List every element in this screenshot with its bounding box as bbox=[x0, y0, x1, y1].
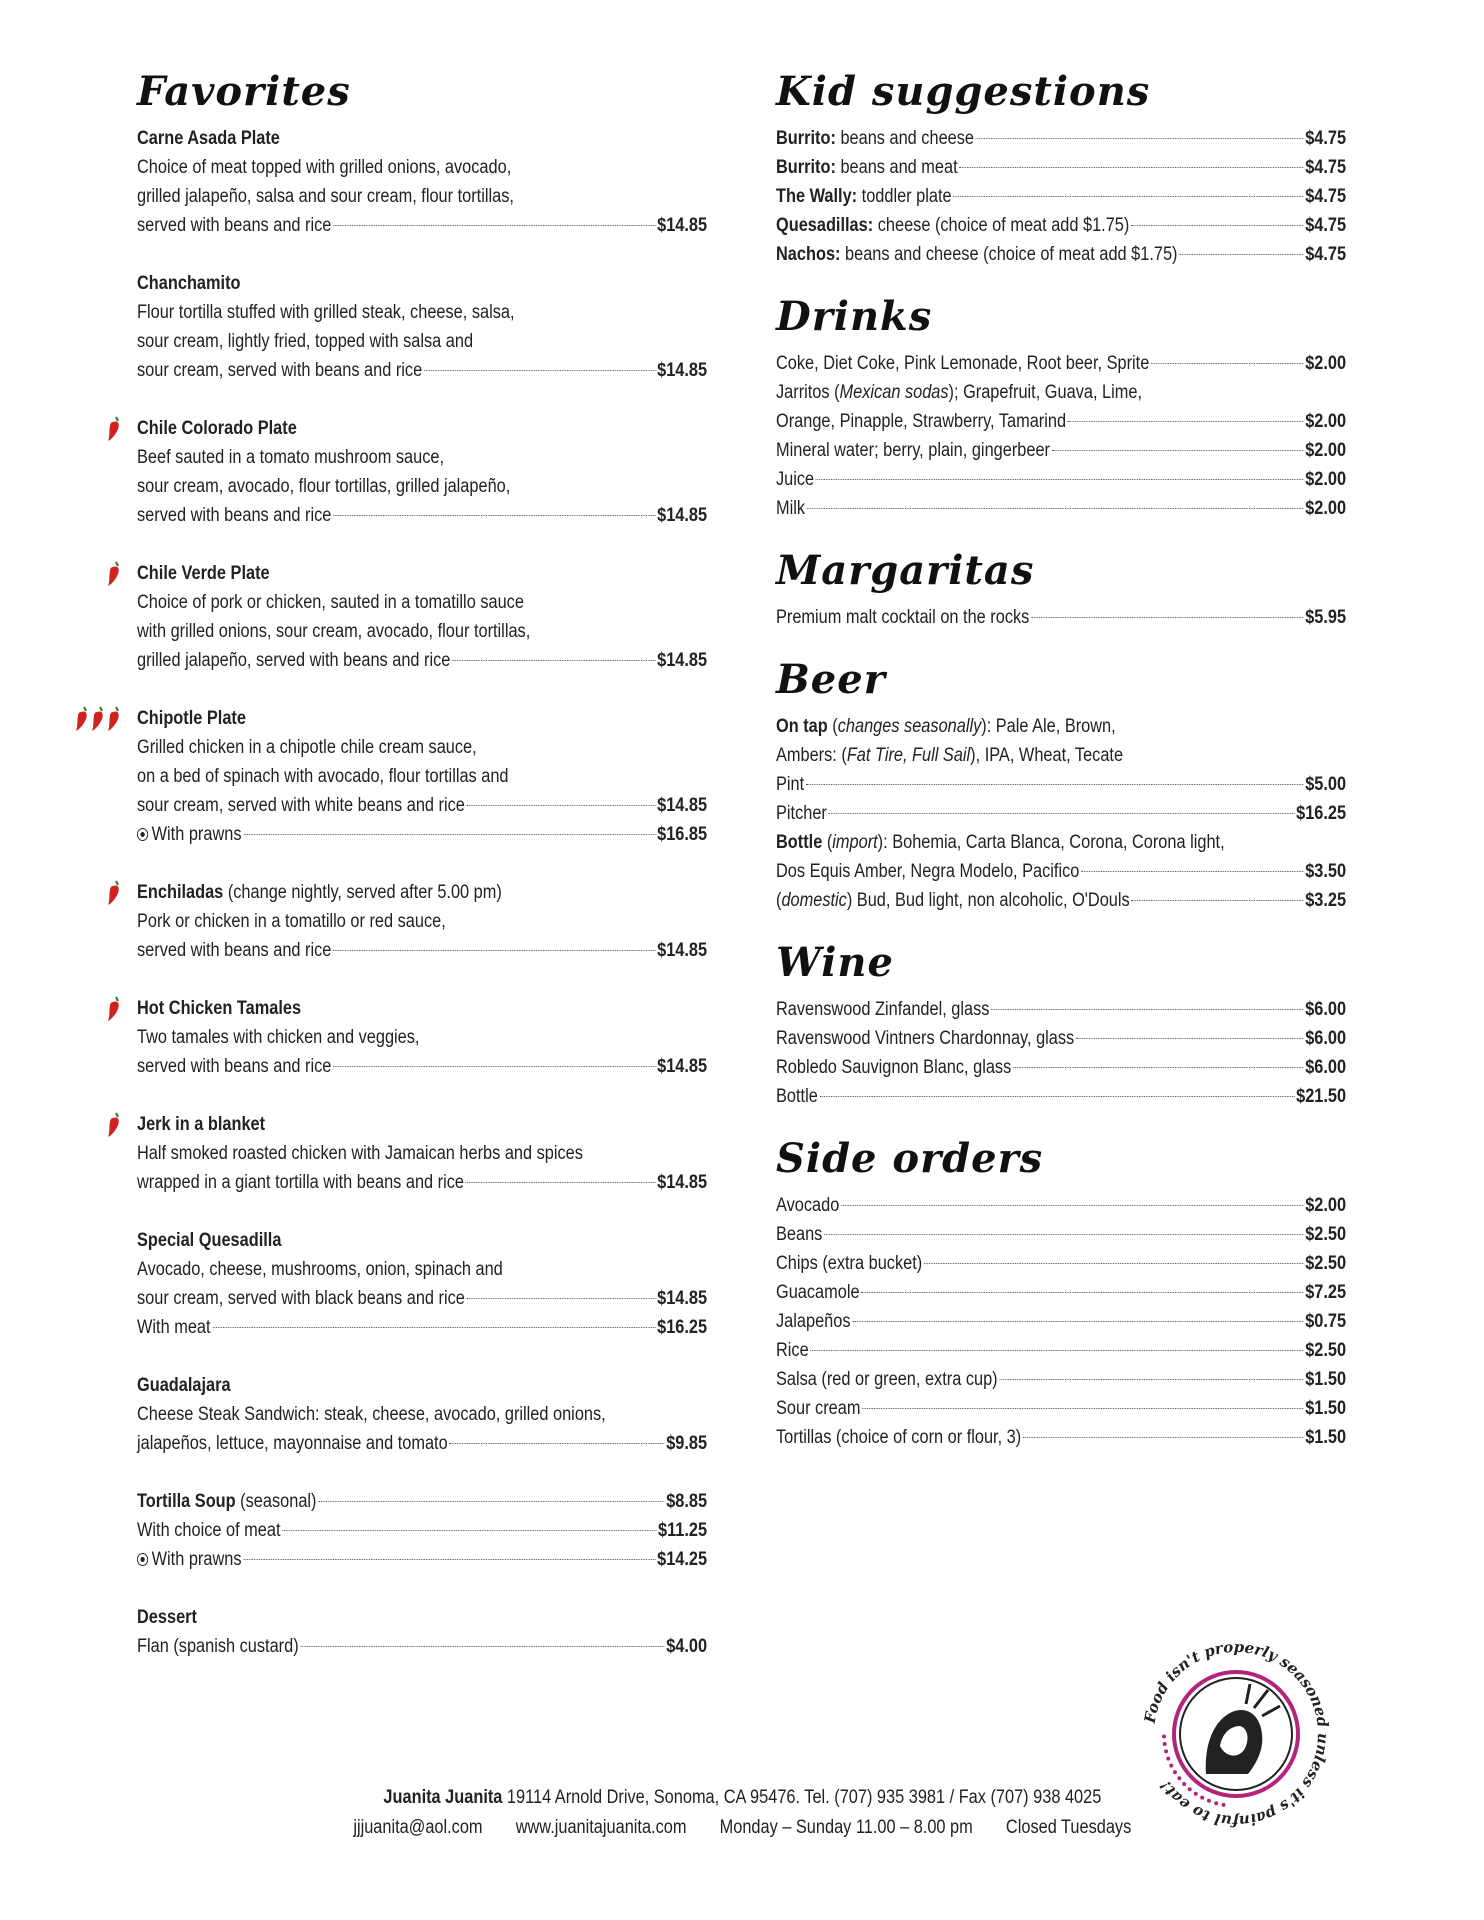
leader-dots bbox=[1131, 899, 1303, 901]
leader-dots bbox=[467, 804, 656, 806]
spice-level bbox=[65, 706, 121, 732]
chili-pepper-icon bbox=[91, 706, 105, 732]
drinks-section bbox=[776, 295, 1346, 523]
beer-label-italic: domestic bbox=[781, 890, 847, 911]
item-desc: wrapped in a giant tortilla with beans and rice bbox=[137, 1172, 465, 1193]
item-desc: Two tamales with chicken and veggies, bbox=[137, 1027, 420, 1048]
item-option-price: $14.25 bbox=[657, 1549, 708, 1570]
drink-label: Mineral water; berry, plain, gingerbeer bbox=[776, 440, 1050, 461]
favorites-column bbox=[137, 70, 707, 1690]
wine-price: $6.00 bbox=[1305, 999, 1347, 1020]
kid-item-desc: cheese (choice of meat add $1.75) bbox=[873, 215, 1130, 236]
seal-dot bbox=[1162, 1735, 1166, 1739]
footer-address-line bbox=[0, 1787, 1484, 1809]
menu-item bbox=[137, 704, 707, 849]
item-note: (change nightly, served after 5.00 pm) bbox=[223, 882, 502, 903]
side-price: $2.00 bbox=[1305, 1195, 1347, 1216]
leader-dots bbox=[824, 1233, 1303, 1235]
item-desc: served with beans and rice bbox=[137, 215, 332, 236]
opening-hours: Monday – Sunday 11.00 – 8.00 pm bbox=[719, 1817, 973, 1838]
item-desc: grilled jalapeño, salsa and sour cream, flour tortillas, bbox=[137, 186, 514, 207]
closed-days: Closed Tuesdays bbox=[1005, 1817, 1131, 1838]
leader-dots bbox=[424, 369, 655, 371]
side-price: $2.50 bbox=[1305, 1340, 1347, 1361]
beer-label-italic: import bbox=[832, 832, 878, 853]
beer-label: ( bbox=[827, 716, 838, 737]
menu-item bbox=[137, 124, 707, 240]
wine-price: $21.50 bbox=[1296, 1086, 1347, 1107]
side-label: Salsa (red or green, extra cup) bbox=[776, 1369, 998, 1390]
leader-dots bbox=[333, 949, 655, 951]
beer-price: $3.50 bbox=[1305, 861, 1347, 882]
leader-dots bbox=[810, 1349, 1303, 1351]
item-price: $14.85 bbox=[657, 505, 708, 526]
leader-dots bbox=[1076, 1037, 1304, 1039]
margaritas-section bbox=[776, 549, 1346, 632]
menu-item-dessert bbox=[137, 1603, 707, 1661]
item-desc: served with beans and rice bbox=[137, 940, 332, 961]
seal-dot bbox=[1169, 1764, 1173, 1768]
menu-item-tortilla-soup bbox=[137, 1487, 707, 1574]
chili-pepper-icon bbox=[107, 706, 121, 732]
beer-label: ): Bohemia, Carta Blanca, Corona, Corona light, bbox=[877, 832, 1225, 853]
item-price: $4.00 bbox=[666, 1636, 708, 1657]
leader-dots bbox=[816, 478, 1304, 480]
leader-dots bbox=[467, 1297, 656, 1299]
item-desc: grilled jalapeño, served with beans and rice bbox=[137, 650, 451, 671]
wine-section bbox=[776, 941, 1346, 1111]
item-name: Chanchamito bbox=[137, 273, 241, 294]
leader-dots bbox=[841, 1204, 1303, 1206]
kid-item-desc: beans and cheese bbox=[835, 128, 975, 149]
leader-dots bbox=[924, 1262, 1304, 1264]
drink-label: Premium malt cocktail on the rocks bbox=[776, 607, 1030, 628]
item-desc: served with beans and rice bbox=[137, 505, 332, 526]
spice-level bbox=[65, 1112, 121, 1138]
item-desc: Flour tortilla stuffed with grilled steak, cheese, salsa, bbox=[137, 302, 515, 323]
item-name: Chile Colorado Plate bbox=[137, 418, 297, 439]
leader-dots bbox=[953, 195, 1303, 197]
wine-label: Robledo Sauvignon Blanc, glass bbox=[776, 1057, 1012, 1078]
beer-label: ): Pale Ale, Brown, bbox=[981, 716, 1116, 737]
leader-dots bbox=[1052, 449, 1304, 451]
item-desc: with grilled onions, sour cream, avocado, flour tortillas, bbox=[137, 621, 531, 642]
item-desc: Beef sauted in a tomato mushroom sauce, bbox=[137, 447, 445, 468]
beer-label: Pitcher bbox=[776, 803, 827, 824]
menu-item bbox=[137, 269, 707, 385]
kid-item-name: Nachos: bbox=[776, 244, 841, 265]
item-desc: on a bed of spinach with avocado, flour tortillas and bbox=[137, 766, 509, 787]
leader-dots bbox=[318, 1500, 664, 1502]
leader-dots bbox=[1179, 253, 1303, 255]
item-name: Guadalajara bbox=[137, 1375, 231, 1396]
wine-label: Bottle bbox=[776, 1086, 818, 1107]
leader-dots bbox=[282, 1529, 656, 1531]
seal-dot bbox=[1182, 1782, 1186, 1786]
item-desc: served with beans and rice bbox=[137, 1056, 332, 1077]
leader-dots bbox=[1068, 420, 1304, 422]
drink-label: ); Grapefruit, Guava, Lime, bbox=[948, 382, 1142, 403]
leader-dots bbox=[333, 514, 655, 516]
leader-dots bbox=[243, 833, 655, 835]
item-price: $14.85 bbox=[657, 1288, 708, 1309]
item-desc: sour cream, avocado, flour tortillas, grilled jalapeño, bbox=[137, 476, 511, 497]
drink-label: Coke, Diet Coke, Pink Lemonade, Root beer, Sprite bbox=[776, 353, 1150, 374]
margaritas-title: Margaritas bbox=[776, 547, 1035, 594]
beer-label-bold: On tap bbox=[776, 716, 828, 737]
chili-pepper-icon bbox=[107, 416, 121, 442]
kid-item-desc: beans and meat bbox=[835, 157, 958, 178]
beer-label: Ambers: ( bbox=[776, 745, 847, 766]
item-desc: sour cream, served with black beans and rice bbox=[137, 1288, 465, 1309]
seal-dot bbox=[1177, 1776, 1181, 1780]
item-price: $14.85 bbox=[657, 1172, 708, 1193]
item-price: $14.85 bbox=[657, 650, 708, 671]
restaurant-name: Juanita Juanita bbox=[383, 1787, 503, 1808]
item-name: Chipotle Plate bbox=[137, 708, 246, 729]
item-desc: sour cream, served with beans and rice bbox=[137, 360, 423, 381]
leader-dots bbox=[1031, 616, 1303, 618]
side-label: Chips (extra bucket) bbox=[776, 1253, 923, 1274]
item-option-price: $11.25 bbox=[658, 1520, 708, 1541]
website-link[interactable]: www.juanitajuanita.com bbox=[515, 1817, 687, 1838]
item-desc: sour cream, served with white beans and rice bbox=[137, 795, 465, 816]
menu-item bbox=[137, 414, 707, 530]
leader-dots bbox=[861, 1291, 1303, 1293]
seal-dot bbox=[1166, 1757, 1170, 1761]
chili-pepper-icon bbox=[107, 561, 121, 587]
leader-dots bbox=[243, 1558, 655, 1560]
drink-label: Jarritos ( bbox=[776, 382, 840, 403]
beer-label: ( bbox=[822, 832, 833, 853]
leader-dots bbox=[1023, 1436, 1304, 1438]
kid-item-name: Burrito: bbox=[776, 128, 836, 149]
restaurant-address: 19114 Arnold Drive, Sonoma, CA 95476. Tel. (707) 935 3981 / Fax (707) 938 4025 bbox=[502, 1787, 1101, 1808]
sides-section bbox=[776, 1137, 1346, 1452]
chili-pepper-icon bbox=[107, 1112, 121, 1138]
item-price: $14.85 bbox=[657, 940, 708, 961]
side-label: Jalapeños bbox=[776, 1311, 851, 1332]
drink-label: Milk bbox=[776, 498, 806, 519]
beer-label-italic: Fat Tire, Full Sail bbox=[846, 745, 971, 766]
kid-item-name: The Wally: bbox=[776, 186, 858, 207]
drink-label: Juice bbox=[776, 469, 815, 490]
favorites-title: Favorites bbox=[137, 68, 351, 115]
kid-item-price: $4.75 bbox=[1305, 128, 1347, 149]
item-option-label: With prawns bbox=[151, 824, 242, 845]
menu-item bbox=[137, 878, 707, 965]
favorites-list bbox=[137, 124, 707, 1458]
seal-quote-text: Food isn't properly seasoned unless it's painful to eat! bbox=[1140, 1637, 1333, 1831]
beer-label-italic: changes seasonally bbox=[837, 716, 982, 737]
kid-item-price: $4.75 bbox=[1305, 244, 1347, 265]
beer-label: Pint bbox=[776, 774, 805, 795]
side-price: $0.75 bbox=[1305, 1311, 1347, 1332]
leader-dots bbox=[452, 659, 655, 661]
item-desc: sour cream, lightly fried, topped with salsa and bbox=[137, 331, 474, 352]
item-desc: Cheese Steak Sandwich: steak, cheese, avocado, grilled onions, bbox=[137, 1404, 606, 1425]
side-label: Rice bbox=[776, 1340, 809, 1361]
item-name: Tortilla Soup bbox=[137, 1491, 236, 1512]
wine-price: $6.00 bbox=[1305, 1057, 1347, 1078]
item-name: Jerk in a blanket bbox=[137, 1114, 266, 1135]
item-option-price: $16.85 bbox=[657, 824, 708, 845]
wine-label: Ravenswood Zinfandel, glass bbox=[776, 999, 990, 1020]
leader-dots bbox=[333, 1065, 655, 1067]
leader-dots bbox=[852, 1320, 1303, 1322]
kids-section bbox=[776, 70, 1346, 269]
item-price: $9.85 bbox=[666, 1433, 708, 1454]
beer-price: $3.25 bbox=[1305, 890, 1347, 911]
beer-label: Dos Equis Amber, Negra Modelo, Pacifico bbox=[776, 861, 1080, 882]
item-desc: jalapeños, lettuce, mayonnaise and tomato bbox=[137, 1433, 448, 1454]
side-price: $2.50 bbox=[1305, 1253, 1347, 1274]
seal-dot bbox=[1173, 1770, 1177, 1774]
kid-item-price: $4.75 bbox=[1305, 215, 1347, 236]
beer-price: $5.00 bbox=[1305, 774, 1347, 795]
item-desc: Half smoked roasted chicken with Jamaican herbs and spices bbox=[137, 1143, 583, 1164]
beer-section bbox=[776, 658, 1346, 915]
side-label: Tortillas (choice of corn or flour, 3) bbox=[776, 1427, 1022, 1448]
item-name: Carne Asada Plate bbox=[137, 128, 280, 149]
chili-pepper-icon bbox=[107, 996, 121, 1022]
item-note: (seasonal) bbox=[235, 1491, 317, 1512]
item-desc: Grilled chicken in a chipotle chile cream sauce, bbox=[137, 737, 477, 758]
drink-price: $2.00 bbox=[1305, 411, 1347, 432]
leader-dots bbox=[829, 812, 1295, 814]
side-price: $2.50 bbox=[1305, 1224, 1347, 1245]
prawn-bullet-icon bbox=[137, 828, 148, 841]
item-price: $8.85 bbox=[666, 1491, 708, 1512]
kid-item-price: $4.75 bbox=[1305, 186, 1347, 207]
menu-item bbox=[137, 559, 707, 675]
item-option-label: With choice of meat bbox=[137, 1520, 281, 1541]
drink-price: $5.95 bbox=[1305, 607, 1347, 628]
drink-price: $2.00 bbox=[1305, 440, 1347, 461]
item-option-label: With meat bbox=[137, 1317, 211, 1338]
item-price: $14.85 bbox=[657, 1056, 708, 1077]
side-price: $1.50 bbox=[1305, 1369, 1347, 1390]
side-label: Sour cream bbox=[776, 1398, 861, 1419]
drink-price: $2.00 bbox=[1305, 469, 1347, 490]
kid-item-name: Quesadillas: bbox=[776, 215, 874, 236]
wine-label: Ravenswood Vintners Chardonnay, glass bbox=[776, 1028, 1075, 1049]
leader-dots bbox=[807, 507, 1304, 509]
spice-level bbox=[65, 416, 121, 442]
beer-label: ), IPA, Wheat, Tecate bbox=[970, 745, 1124, 766]
item-desc: Choice of meat topped with grilled onions, avocado, bbox=[137, 157, 512, 178]
footer-contact-line bbox=[0, 1817, 1484, 1839]
leader-dots bbox=[976, 137, 1304, 139]
chili-pepper-icon bbox=[75, 706, 89, 732]
kid-item-desc: beans and cheese (choice of meat add $1.75) bbox=[840, 244, 1178, 265]
kid-item-name: Burrito: bbox=[776, 157, 836, 178]
item-name: Chile Verde Plate bbox=[137, 563, 270, 584]
item-price: $14.85 bbox=[657, 360, 708, 381]
item-name: Enchiladas bbox=[137, 882, 224, 903]
item-price: $14.85 bbox=[657, 215, 708, 236]
side-label: Avocado bbox=[776, 1195, 840, 1216]
drinks-title: Drinks bbox=[776, 293, 933, 340]
sides-title: Side orders bbox=[776, 1135, 1044, 1182]
leader-dots bbox=[1013, 1066, 1303, 1068]
menu-item bbox=[137, 994, 707, 1081]
leader-dots bbox=[806, 783, 1304, 785]
drink-label-italic: Mexican sodas bbox=[839, 382, 949, 403]
item-price: $14.85 bbox=[657, 795, 708, 816]
beer-label: ( bbox=[776, 890, 782, 911]
leader-dots bbox=[449, 1442, 664, 1444]
seal-dot bbox=[1163, 1742, 1167, 1746]
item-name: Dessert bbox=[137, 1607, 197, 1628]
leader-dots bbox=[862, 1407, 1303, 1409]
prawn-bullet-icon bbox=[137, 1553, 148, 1566]
menu-item bbox=[137, 1110, 707, 1197]
beer-label: ) Bud, Bud light, non alcoholic, O'Douls bbox=[846, 890, 1130, 911]
item-name: Hot Chicken Tamales bbox=[137, 998, 302, 1019]
spice-level bbox=[65, 561, 121, 587]
leader-dots bbox=[333, 224, 655, 226]
side-price: $1.50 bbox=[1305, 1398, 1347, 1419]
item-desc: Choice of pork or chicken, sauted in a tomatillo sauce bbox=[137, 592, 524, 613]
item-name: Special Quesadilla bbox=[137, 1230, 282, 1251]
email-link[interactable]: jjjuanita@aol.com bbox=[353, 1817, 483, 1838]
beer-title: Beer bbox=[776, 656, 886, 703]
menu-item bbox=[137, 1226, 707, 1342]
kids-title: Kid suggestions bbox=[776, 68, 1151, 115]
menu-item bbox=[137, 1371, 707, 1458]
spice-level bbox=[65, 996, 121, 1022]
chili-pepper-icon bbox=[107, 880, 121, 906]
leader-dots bbox=[999, 1378, 1303, 1380]
kid-item-price: $4.75 bbox=[1305, 157, 1347, 178]
beer-label-bold: Bottle bbox=[776, 832, 823, 853]
leader-dots bbox=[300, 1645, 664, 1647]
drinks-column bbox=[776, 70, 1346, 1478]
leader-dots bbox=[1131, 224, 1303, 226]
side-label: Beans bbox=[776, 1224, 823, 1245]
side-price: $7.25 bbox=[1305, 1282, 1347, 1303]
drink-price: $2.00 bbox=[1305, 498, 1347, 519]
leader-dots bbox=[466, 1181, 656, 1183]
drink-price: $2.00 bbox=[1305, 353, 1347, 374]
wine-price: $6.00 bbox=[1305, 1028, 1347, 1049]
leader-dots bbox=[959, 166, 1303, 168]
spice-level bbox=[65, 880, 121, 906]
wine-title: Wine bbox=[776, 939, 894, 986]
item-desc: Pork or chicken in a tomatillo or red sauce, bbox=[137, 911, 446, 932]
beer-price: $16.25 bbox=[1296, 803, 1347, 824]
item-desc: Avocado, cheese, mushrooms, onion, spinach and bbox=[137, 1259, 503, 1280]
leader-dots bbox=[1151, 362, 1303, 364]
item-option-label: With prawns bbox=[151, 1549, 242, 1570]
seal-dot bbox=[1164, 1749, 1168, 1753]
kid-item-desc: toddler plate bbox=[857, 186, 952, 207]
side-label: Guacamole bbox=[776, 1282, 860, 1303]
item-desc: Flan (spanish custard) bbox=[137, 1636, 299, 1657]
leader-dots bbox=[820, 1095, 1295, 1097]
leader-dots bbox=[1081, 870, 1303, 872]
item-option-price: $16.25 bbox=[657, 1317, 708, 1338]
leader-dots bbox=[991, 1008, 1303, 1010]
leader-dots bbox=[212, 1326, 655, 1328]
side-price: $1.50 bbox=[1305, 1427, 1347, 1448]
drink-label: Orange, Pinapple, Strawberry, Tamarind bbox=[776, 411, 1067, 432]
